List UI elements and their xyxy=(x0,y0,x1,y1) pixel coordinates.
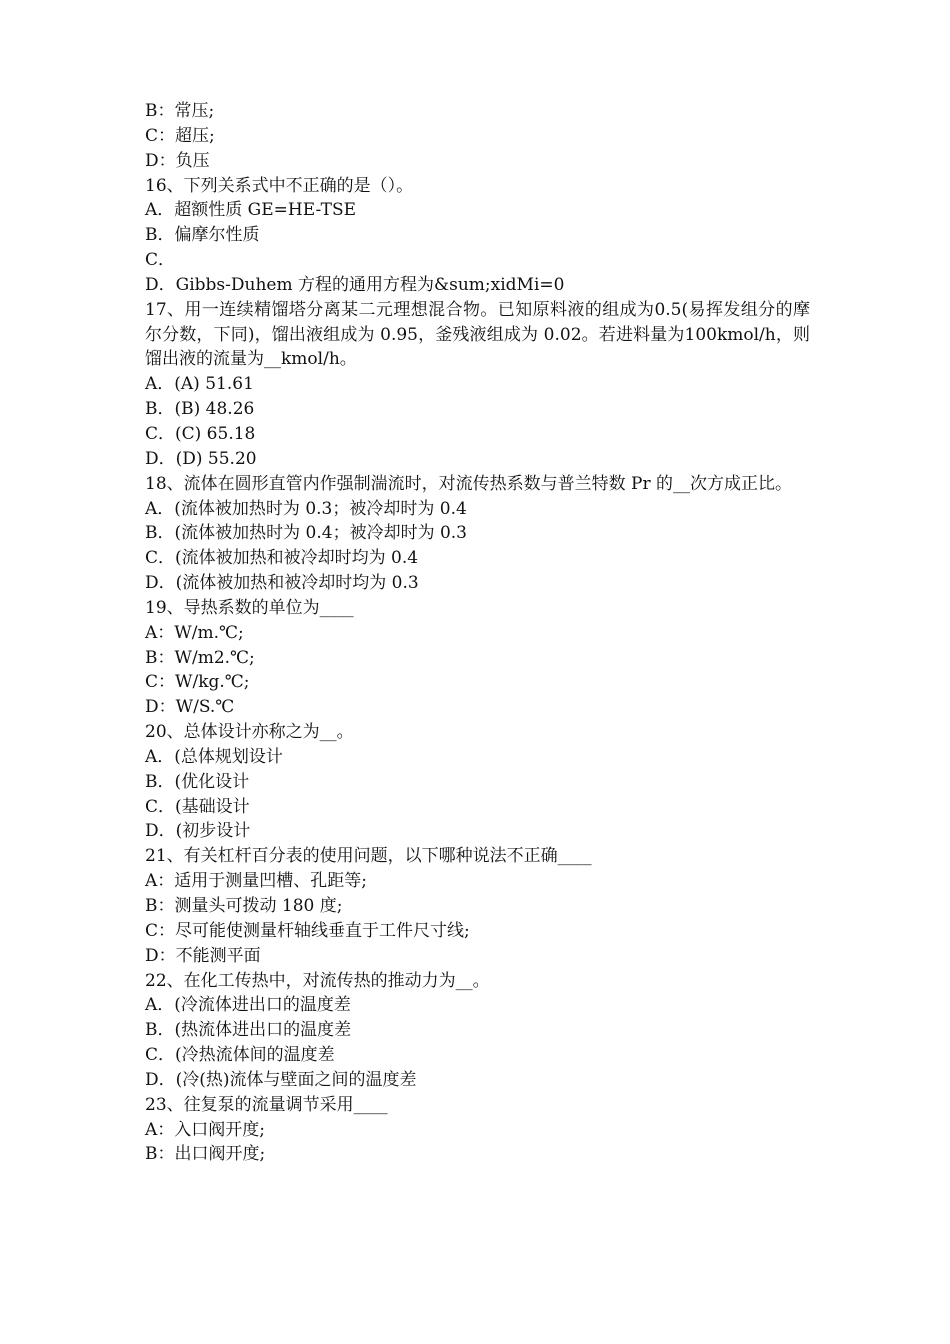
option-line: A：W/m.℃; xyxy=(145,622,244,643)
option-line: C：尽可能使测量杆轴线垂直于工件尺寸线; xyxy=(145,920,470,941)
question-17: 17、用一连续精馏塔分离某二元理想混合物。已知原料液的组成为0.5(易挥发组分的摩尔分数，下同)，馏出液组成为 0.95，釜残液组成为 0.02。若进料量为100kmol/h，则馏出液的流量为__kmol/h。 xyxy=(145,299,810,370)
question-21: 21、有关杠杆百分表的使用问题，以下哪种说法不正确____ xyxy=(145,846,592,867)
option-line: C．(冷热流体间的温度差 xyxy=(145,1045,335,1066)
option-line: C：超压; xyxy=(145,125,215,146)
option-line: A．(冷流体进出口的温度差 xyxy=(145,995,351,1016)
option-line: C．(基础设计 xyxy=(145,796,250,817)
option-line: B：W/m2.℃; xyxy=(145,647,255,668)
option-line: B．(优化设计 xyxy=(145,771,250,792)
option-line: D．(初步设计 xyxy=(145,821,251,842)
option-line: B：测量头可拨动 180 度; xyxy=(145,896,343,916)
option-line: A．(流体被加热时为 0.3；被冷却时为 0.4 xyxy=(145,498,467,519)
option-line: D．Gibbs-Duhem 方程的通用方程为&sum;xidMi=0 xyxy=(145,274,565,295)
question-19: 19、导热系数的单位为____ xyxy=(145,597,354,618)
option-line: C：W/kg.℃; xyxy=(145,672,250,693)
option-line: B：出口阀开度; xyxy=(145,1144,266,1165)
option-line: B．(流体被加热时为 0.4；被冷却时为 0.3 xyxy=(145,523,468,544)
option-line: A．(A) 51.61 xyxy=(145,374,254,395)
question-16: 16、下列关系式中不正确的是（）。 xyxy=(145,175,414,196)
option-line: D：W/S.℃ xyxy=(145,697,235,718)
option-line: D．(流体被加热和被冷却时均为 0.3 xyxy=(145,573,419,594)
question-20: 20、总体设计亦称之为__。 xyxy=(145,722,354,743)
option-line: C．(C) 65.18 xyxy=(145,423,256,444)
question-18: 18、流体在圆形直管内作强制湍流时，对流传热系数与普兰特数 Pr 的__次方成正比。 xyxy=(145,473,793,494)
option-line: D．(冷(热)流体与壁面之间的温度差 xyxy=(145,1069,417,1090)
option-line: B．偏摩尔性质 xyxy=(145,225,260,246)
option-line: B：常压; xyxy=(145,101,215,121)
question-23: 23、往复泵的流量调节采用____ xyxy=(145,1094,388,1115)
option-line: A：适用于测量凹槽、孔距等; xyxy=(145,871,368,892)
option-line: C．(流体被加热和被冷却时均为 0.4 xyxy=(145,548,419,569)
option-line: C． xyxy=(145,250,176,271)
option-line: A：入口阀开度; xyxy=(145,1119,266,1140)
question-22: 22、在化工传热中，对流传热的推动力为__。 xyxy=(145,970,490,991)
option-line: A．超额性质 GE=HE-TSE xyxy=(145,200,356,221)
option-line: B．(热流体进出口的温度差 xyxy=(145,1020,352,1041)
option-line: B．(B) 48.26 xyxy=(145,399,255,420)
option-line: A．(总体规划设计 xyxy=(145,746,283,767)
document-body xyxy=(145,99,810,1167)
option-line: D：不能测平面 xyxy=(145,945,261,966)
option-line: D．(D) 55.20 xyxy=(145,448,257,469)
option-line: D：负压 xyxy=(145,150,210,171)
